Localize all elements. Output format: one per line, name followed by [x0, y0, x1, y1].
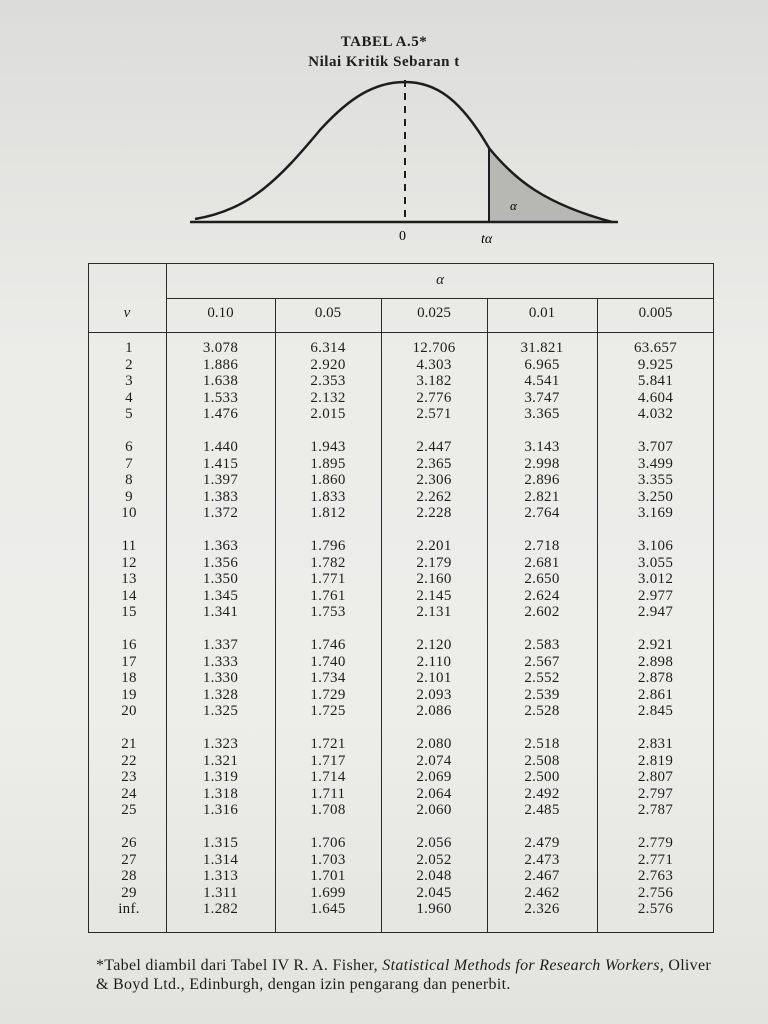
critical-value-cell: 2.086 [416, 703, 452, 719]
row-group [88, 736, 170, 819]
alpha-column-header: 0.005 [638, 305, 673, 321]
nu-cell: 5 [125, 406, 133, 422]
critical-value-cell: 1.761 [310, 587, 346, 604]
nu-cell: 13 [121, 571, 137, 587]
critical-value-cell: 2.064 [416, 785, 452, 802]
alpha-header-divider [166, 298, 714, 299]
critical-value-cell: 9.925 [637, 356, 674, 373]
page-subtitle: Nilai Kritik Sebaran t [308, 54, 460, 70]
critical-value-cell: 2.056 [416, 835, 452, 851]
critical-value-cell: 1.746 [310, 637, 346, 653]
critical-value-cell: 2.896 [524, 472, 560, 488]
critical-value-cell: 2.110 [416, 653, 452, 670]
critical-value-cell: 1.311 [203, 884, 238, 901]
row-group [275, 538, 381, 621]
critical-value-cell: 3.707 [637, 439, 674, 455]
critical-value-cell: 2.306 [416, 472, 452, 488]
critical-value-cell: 2.831 [637, 736, 674, 752]
critical-value-cell: 1.316 [202, 802, 239, 818]
row-group [275, 835, 381, 918]
nu-cell: 7 [125, 455, 133, 472]
critical-value-cell: 1.345 [202, 587, 239, 604]
critical-value-cell: 12.706 [412, 340, 456, 356]
critical-value-cell: 2.819 [637, 752, 674, 769]
row-group [166, 835, 275, 918]
row-group [381, 835, 487, 918]
critical-value-cell: 2.462 [524, 884, 560, 901]
critical-value-cell: 6.965 [524, 356, 560, 373]
critical-value-cell: 4.541 [524, 373, 560, 389]
critical-value-cell: 2.998 [524, 455, 560, 472]
critical-value-cell: 2.947 [637, 604, 674, 620]
row-group [275, 637, 381, 720]
row-group [597, 637, 714, 720]
critical-value-cell: 2.353 [310, 373, 346, 389]
critical-value-cell: 3.747 [524, 389, 560, 406]
critical-value-cell: 3.355 [637, 472, 674, 488]
critical-value-cell: 2.052 [416, 851, 452, 868]
alpha-0.10-column [166, 340, 275, 934]
row-group [381, 637, 487, 720]
critical-value-cell: 2.015 [310, 406, 346, 422]
critical-value-cell: 2.131 [416, 604, 452, 620]
critical-value-cell: 2.048 [416, 868, 452, 884]
alpha-column-header: 0.05 [314, 305, 342, 321]
critical-value-cell: 2.145 [416, 587, 452, 604]
nu-cell: 6 [125, 439, 133, 455]
critical-value-cell: 2.977 [637, 587, 674, 604]
row-group [166, 637, 275, 720]
critical-value-cell: 4.303 [416, 356, 452, 373]
critical-value-cell: 2.539 [524, 686, 560, 703]
critical-value-cell: 1.725 [310, 703, 346, 719]
critical-value-cell: 3.169 [637, 505, 674, 521]
critical-value-cell: 1.476 [202, 406, 239, 422]
nu-cell: 24 [121, 785, 137, 802]
nu-cell: 11 [121, 538, 137, 554]
critical-value-cell: 2.447 [416, 439, 452, 455]
critical-value-cell: 1.314 [202, 851, 239, 868]
critical-value-cell: 3.106 [637, 538, 674, 554]
critical-value-cell: 5.841 [637, 373, 674, 389]
nu-cell: 18 [121, 670, 137, 686]
nu-cell: 8 [125, 472, 133, 488]
critical-value-cell: 1.943 [310, 439, 346, 455]
nu-cell: 19 [121, 686, 137, 703]
critical-value-cell: 1.796 [310, 538, 346, 554]
row-group [597, 538, 714, 621]
critical-value-cell: 2.479 [524, 835, 560, 851]
nu-cell: 16 [121, 637, 137, 653]
critical-value-cell: 2.718 [524, 538, 560, 554]
critical-value-cell: 1.341 [202, 604, 239, 620]
row-group [88, 637, 170, 720]
nu-cell: 21 [121, 736, 137, 752]
critical-value-cell: 2.763 [637, 868, 674, 884]
critical-value-cell: 1.645 [310, 901, 346, 917]
t-alpha-label: tα [481, 232, 493, 247]
critical-value-cell: 63.657 [633, 340, 678, 356]
critical-value-cell: 2.201 [416, 538, 452, 554]
nu-cell: 17 [121, 653, 137, 670]
critical-value-cell: 2.920 [310, 356, 346, 373]
critical-value-cell: 2.060 [416, 802, 452, 818]
nu-cell: 20 [121, 703, 137, 719]
critical-value-cell: 2.787 [637, 802, 674, 818]
row-group [487, 736, 597, 819]
critical-value-cell: 1.330 [202, 670, 239, 686]
critical-value-cell: 2.080 [416, 736, 452, 752]
row-group [597, 340, 714, 423]
row-group [88, 439, 170, 522]
critical-value-cell: 1.323 [202, 736, 239, 752]
critical-value-cell: 1.782 [310, 554, 346, 571]
critical-value-cell: 1.321 [202, 752, 239, 769]
critical-value-cell: 2.898 [637, 653, 674, 670]
critical-value-cell: 1.960 [416, 901, 452, 917]
nu-cell: 10 [121, 505, 137, 521]
critical-value-cell: 3.055 [637, 554, 674, 571]
critical-value-cell: 2.576 [637, 901, 674, 917]
critical-value-cell: 2.921 [637, 637, 674, 653]
critical-value-cell: 1.729 [310, 686, 346, 703]
critical-value-cell: 2.120 [416, 637, 452, 653]
row-group [487, 538, 597, 621]
nu-cell: 29 [121, 884, 137, 901]
critical-value-cell: 1.703 [310, 851, 346, 868]
critical-value-cell: 1.440 [202, 439, 239, 455]
critical-value-cell: 2.567 [524, 653, 560, 670]
row-group [487, 439, 597, 522]
critical-value-cell: 2.179 [416, 554, 452, 571]
critical-value-cell: 1.638 [202, 373, 239, 389]
alpha-0.005-column [597, 340, 714, 934]
critical-value-cell: 1.318 [202, 785, 239, 802]
critical-value-cell: 2.500 [524, 769, 560, 785]
critical-value-cell: 1.753 [310, 604, 346, 620]
critical-value-cell: 1.328 [202, 686, 239, 703]
critical-value-cell: 2.764 [524, 505, 560, 521]
critical-value-cell: 2.093 [416, 686, 452, 703]
row-group [487, 637, 597, 720]
critical-value-cell: 2.160 [416, 571, 452, 587]
nu-cell: 2 [125, 356, 133, 373]
critical-value-cell: 2.492 [524, 785, 560, 802]
alpha-0.025-column [381, 340, 487, 934]
row-group [487, 835, 597, 918]
alpha-header: α [436, 272, 444, 288]
critical-value-cell: 1.701 [310, 868, 346, 884]
row-group [487, 340, 597, 423]
critical-value-cell: 2.845 [637, 703, 674, 719]
header-bottom-divider [88, 332, 714, 333]
critical-value-cell: 1.886 [202, 356, 239, 373]
critical-value-cell: 1.721 [310, 736, 346, 752]
critical-value-cell: 3.182 [416, 373, 452, 389]
critical-value-cell: 3.143 [524, 439, 560, 455]
critical-value-cell: 2.326 [524, 901, 560, 917]
critical-value-cell: 1.315 [202, 835, 239, 851]
critical-value-cell: 31.821 [520, 340, 564, 356]
row-group [275, 736, 381, 819]
row-group [275, 439, 381, 522]
row-group [88, 835, 170, 918]
alpha-0.05-column [275, 340, 381, 934]
critical-value-cell: 2.467 [524, 868, 560, 884]
row-group [88, 538, 170, 621]
row-group [381, 736, 487, 819]
nu-cell: 1 [125, 340, 133, 356]
critical-value-cell: 1.313 [202, 868, 239, 884]
critical-value-cell: 1.734 [310, 670, 346, 686]
critical-value-cell: 2.797 [637, 785, 674, 802]
critical-value-cell: 2.262 [416, 488, 452, 505]
row-group [381, 340, 487, 423]
critical-value-cell: 1.533 [202, 389, 239, 406]
row-group [166, 736, 275, 819]
nu-cell: 27 [121, 851, 137, 868]
critical-value-cell: 2.473 [524, 851, 560, 868]
critical-value-cell: 1.337 [202, 637, 239, 653]
row-group [166, 439, 275, 522]
nu-cell: inf. [118, 901, 140, 917]
critical-value-cell: 1.860 [310, 472, 346, 488]
critical-value-cell: 6.314 [310, 340, 346, 356]
critical-value-cell: 1.706 [310, 835, 346, 851]
nu-cell: 15 [121, 604, 137, 620]
footnote-text: *Tabel diambil dari Tabel IV R. A. Fisher, [96, 957, 383, 974]
critical-value-cell: 2.045 [416, 884, 452, 901]
critical-value-cell: 1.717 [310, 752, 346, 769]
critical-value-cell: 1.714 [310, 769, 346, 785]
critical-value-cell: 2.771 [637, 851, 674, 868]
nu-cell: 25 [121, 802, 137, 818]
nu-cell: 28 [121, 868, 137, 884]
critical-value-cell: 1.771 [310, 571, 346, 587]
nu-cell: 26 [121, 835, 137, 851]
alpha-0.01-column [487, 340, 597, 934]
footnote-text: , Oliver & Boyd Ltd., Edinburgh, dengan izin pengarang dan penerbit. [96, 957, 712, 993]
row-group [597, 835, 714, 918]
critical-value-cell: 3.250 [637, 488, 674, 505]
critical-value-cell: 1.397 [202, 472, 239, 488]
critical-value-cell: 1.383 [202, 488, 239, 505]
row-group [166, 340, 275, 423]
alpha-area-label: α [510, 198, 517, 213]
critical-value-cell: 2.528 [524, 703, 560, 719]
critical-value-cell: 1.740 [310, 653, 346, 670]
nu-cell: 12 [121, 554, 137, 571]
row-group [166, 538, 275, 621]
footnote-book-title: Statistical Methods for Research Workers [382, 957, 660, 974]
critical-value-cell: 1.708 [310, 802, 346, 818]
alpha-column-header: 0.025 [417, 305, 451, 321]
critical-value-cell: 2.132 [310, 389, 346, 406]
critical-value-cell: 1.895 [310, 455, 346, 472]
critical-value-cell: 1.325 [202, 703, 239, 719]
zero-label: 0 [399, 229, 406, 244]
critical-value-cell: 2.807 [637, 769, 674, 785]
critical-value-cell: 3.499 [637, 455, 674, 472]
critical-value-cell: 1.711 [310, 785, 346, 802]
critical-value-cell: 2.821 [524, 488, 560, 505]
critical-value-cell: 1.356 [202, 554, 239, 571]
critical-value-cell: 2.101 [416, 670, 452, 686]
critical-value-cell: 2.681 [524, 554, 560, 571]
critical-value-cell: 2.069 [416, 769, 452, 785]
row-group [597, 439, 714, 522]
critical-value-cell: 3.078 [202, 340, 239, 356]
critical-value-cell: 2.583 [524, 637, 560, 653]
critical-value-cell: 2.624 [524, 587, 560, 604]
critical-value-cell: 1.350 [202, 571, 239, 587]
critical-value-cell: 2.074 [416, 752, 452, 769]
critical-value-cell: 2.776 [416, 389, 452, 406]
nu-cell: 14 [121, 587, 137, 604]
critical-value-cell: 2.650 [524, 571, 560, 587]
nu-cell: 3 [125, 373, 133, 389]
critical-value-cell: 1.372 [202, 505, 239, 521]
critical-value-cell: 4.604 [637, 389, 674, 406]
critical-value-cell: 1.415 [202, 455, 239, 472]
nu-cell: 22 [121, 752, 137, 769]
row-group [381, 538, 487, 621]
critical-value-cell: 2.861 [637, 686, 674, 703]
critical-value-cell: 2.552 [524, 670, 560, 686]
critical-value-cell: 1.699 [310, 884, 346, 901]
critical-value-cell: 1.363 [202, 538, 239, 554]
t-distribution-figure [0, 0, 768, 260]
source-footnote [96, 956, 711, 994]
alpha-column-header: 0.01 [528, 305, 556, 321]
critical-value-cell: 2.878 [637, 670, 674, 686]
critical-value-cell: 2.508 [524, 752, 560, 769]
critical-value-cell: 4.032 [637, 406, 674, 422]
critical-value-cell: 3.012 [637, 571, 674, 587]
row-group [597, 736, 714, 819]
critical-value-cell: 2.756 [637, 884, 674, 901]
critical-value-cell: 1.812 [310, 505, 346, 521]
critical-value-cell: 2.518 [524, 736, 560, 752]
row-group [381, 439, 487, 522]
nu-cell: 4 [125, 389, 133, 406]
row-group [88, 340, 170, 423]
critical-value-cell: 2.228 [416, 505, 452, 521]
critical-value-cell: 2.365 [416, 455, 452, 472]
critical-value-cell: 2.485 [524, 802, 560, 818]
critical-value-cell: 1.833 [310, 488, 346, 505]
nu-cell: 23 [121, 769, 137, 785]
alpha-column-header: 0.10 [207, 305, 234, 321]
critical-value-cell: 2.779 [637, 835, 674, 851]
critical-value-cell: 2.602 [524, 604, 560, 620]
critical-value-cell: 2.571 [416, 406, 452, 422]
critical-value-cell: 3.365 [524, 406, 560, 422]
nu-header: ν [123, 305, 131, 321]
row-group [275, 340, 381, 423]
critical-value-cell: 1.319 [202, 769, 239, 785]
nu-cell: 9 [125, 488, 133, 505]
page-title: TABEL A.5* [340, 34, 428, 50]
critical-value-cell: 1.282 [202, 901, 239, 917]
critical-value-cell: 1.333 [202, 653, 239, 670]
tail-area [489, 148, 612, 222]
nu-column [88, 340, 170, 934]
